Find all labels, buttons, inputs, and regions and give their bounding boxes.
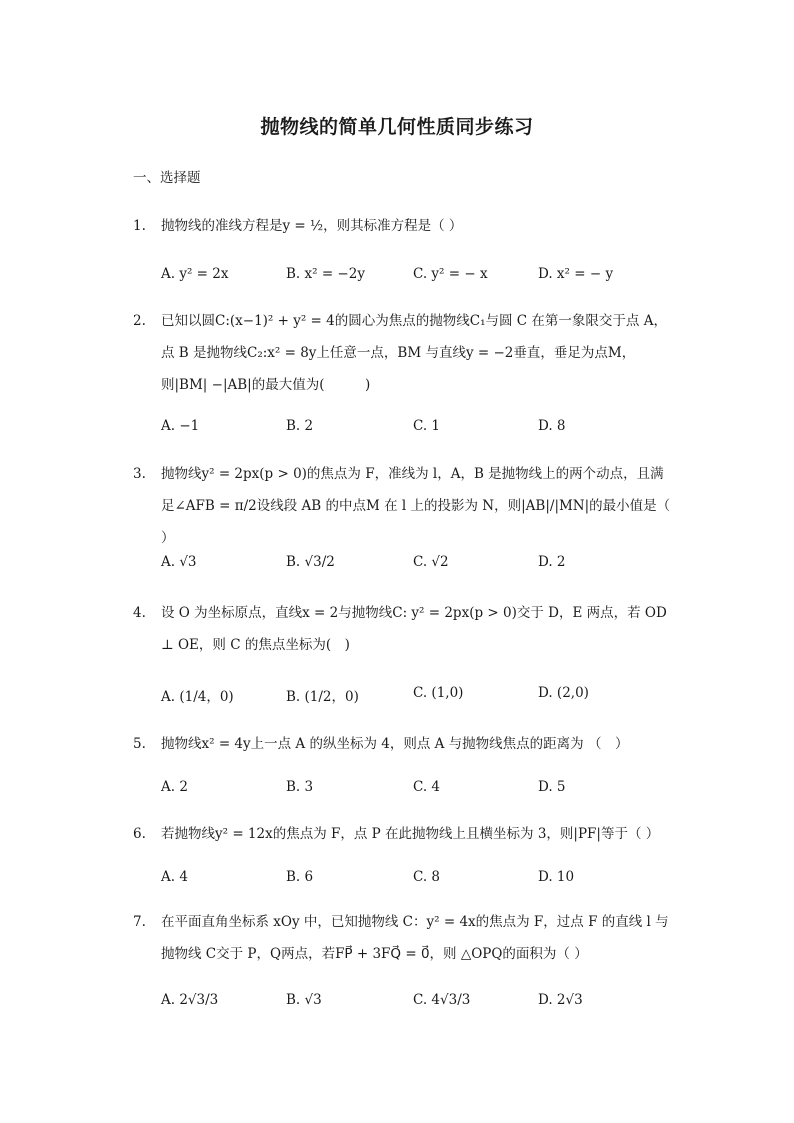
option-d: D. (2,0) <box>538 685 589 701</box>
option-c: C. 4√3/3 <box>413 992 471 1008</box>
question-2 <box>133 305 673 401</box>
option-d: D. 8 <box>538 418 566 434</box>
question-number: 2. <box>133 313 146 329</box>
option-d: D. x² = − y <box>538 266 614 282</box>
question-number: 6. <box>133 826 146 842</box>
option-d: D. 2√3 <box>538 992 583 1008</box>
option-d: D. 5 <box>538 779 566 795</box>
page-title: 抛物线的简单几何性质同步练习 <box>260 116 534 138</box>
option-b: B. x² = −2y <box>286 266 365 282</box>
question-stem: 在平面直角坐标系 xOy 中，已知抛物线 C：y² = 4x的焦点为 F，过点 F 的直线 l 与抛物线 C交于 P，Q两点，若FP⃗ + 3FQ⃗ = 0⃗，则 △OPQ的面积为（ ） <box>161 914 669 962</box>
option-b: B. √3/2 <box>286 554 335 570</box>
question-stem: 抛物线的准线方程是y = ½，则其标准方程是（ ） <box>161 218 463 234</box>
question-number: 1. <box>133 218 146 234</box>
question-stem: 设 O 为坐标原点，直线x = 2与抛物线C: y² = 2px(p > 0)交于 D，E 两点，若 OD ⊥ OE，则 C 的焦点坐标为( ) <box>161 605 667 653</box>
question-stem: 已知以圆C:(x−1)² + y² = 4的圆心为焦点的抛物线C₁与圆 C 在第一象限交于点 A，点 B 是抛物线C₂:x² = 8y上任意一点，BM 与直线y = −2垂直，垂足为点M，则|BM| −|AB|的最大值为( ) <box>161 313 667 393</box>
option-a: A. √3 <box>161 554 197 570</box>
option-c: C. √2 <box>413 554 449 570</box>
option-b: B. 6 <box>286 869 314 885</box>
question-1 <box>133 210 673 242</box>
question-7 <box>133 906 673 970</box>
question-4 <box>133 597 673 661</box>
question-number: 5. <box>133 736 146 752</box>
section-heading: 一、选择题 <box>133 170 201 186</box>
option-b: B. 2 <box>286 418 314 434</box>
question-number: 7. <box>133 914 146 930</box>
option-c: C. 1 <box>413 418 441 434</box>
option-a: A. 4 <box>161 869 188 885</box>
question-number: 4. <box>133 605 146 621</box>
option-c: C. y² = − x <box>413 266 488 282</box>
option-b: B. (1/2，0) <box>286 689 359 705</box>
question-5 <box>133 728 673 760</box>
option-b: B. 3 <box>286 779 314 795</box>
option-b: B. √3 <box>286 992 322 1008</box>
option-a: A. 2√3/3 <box>161 992 219 1008</box>
option-a: A. (1/4，0) <box>161 689 234 705</box>
option-c: C. 4 <box>413 779 441 795</box>
option-a: A. y² = 2x <box>161 266 229 282</box>
option-a: A. −1 <box>161 418 200 434</box>
option-a: A. 2 <box>161 779 188 795</box>
question-stem: 抛物线y² = 2px(p > 0)的焦点为 F，准线为 l，A，B 是抛物线上的两个动点，且满足∠AFB = π/2设线段 AB 的中点M 在 l 上的投影为 N，则|AB|/|MN|的最小值是（ ） <box>161 466 671 546</box>
option-c: C. (1,0) <box>413 685 464 701</box>
option-d: D. 2 <box>538 554 566 570</box>
option-c: C. 8 <box>413 869 441 885</box>
option-d: D. 10 <box>538 869 575 885</box>
question-stem: 若抛物线y² = 12x的焦点为 F，点 P 在此抛物线上且横坐标为 3，则|PF|等于（ ） <box>161 826 660 842</box>
question-number: 3. <box>133 466 146 482</box>
question-3 <box>133 458 673 554</box>
question-stem: 抛物线x² = 4y上一点 A 的纵坐标为 4，则点 A 与抛物线焦点的距离为 （ ） <box>161 736 629 752</box>
question-6 <box>133 818 673 850</box>
